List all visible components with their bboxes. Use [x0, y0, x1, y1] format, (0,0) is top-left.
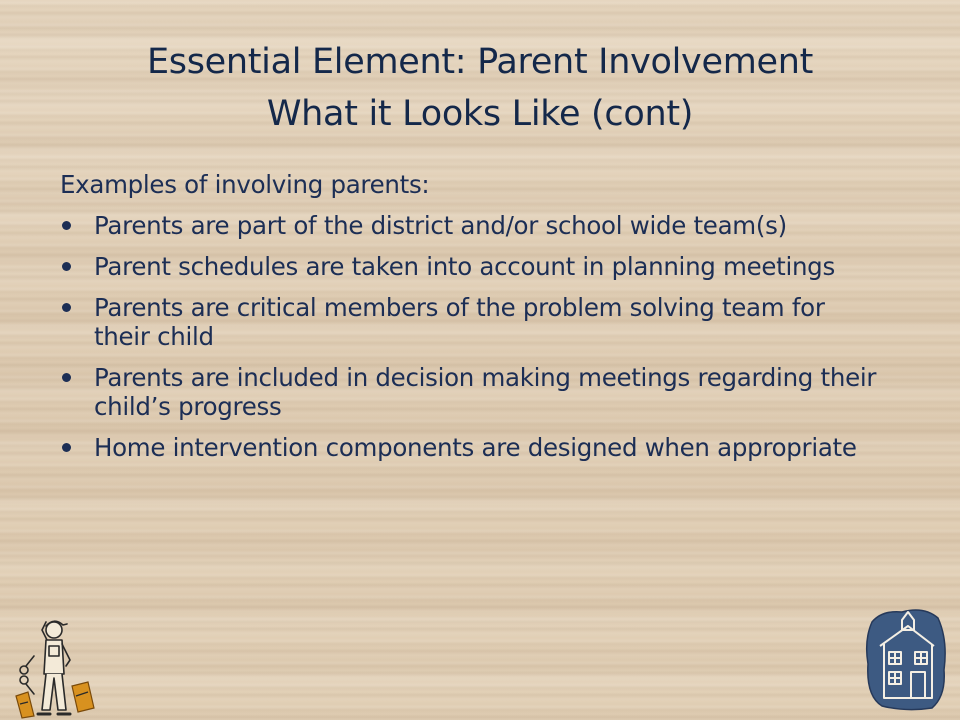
bullet-dot-icon: [62, 221, 71, 230]
bullet-list: [60, 211, 880, 462]
slide-body: [60, 170, 880, 474]
bullet-item: [60, 293, 880, 351]
bullet-dot-icon: [62, 303, 71, 312]
title-line-2: What it Looks Like (cont): [266, 94, 694, 134]
bullet-item: [60, 433, 880, 462]
bullet-dot-icon: [62, 443, 71, 452]
bullet-dot-icon: [62, 373, 71, 382]
bullet-text: Parents are part of the district and/or school wide team(s): [94, 211, 787, 240]
intro-text: Examples of involving parents:: [60, 170, 430, 199]
bullet-text: Parent schedules are taken into account in planning meetings: [94, 252, 835, 281]
bullet-dot-icon: [62, 262, 71, 271]
slide-title: [40, 36, 920, 140]
schoolhouse-icon: [862, 600, 948, 712]
bullet-text: Parents are critical members of the problem solving team for their child: [94, 293, 825, 351]
bullet-item: [60, 252, 880, 281]
bullet-text: Home intervention components are designed when appropriate: [94, 433, 857, 462]
title-line-1: Essential Element: Parent Involvement: [146, 42, 814, 82]
worker-with-tools-icon: [12, 612, 104, 720]
bullet-item: [60, 363, 880, 421]
bullet-text: Parents are included in decision making meetings regarding their child’s progress: [94, 363, 877, 421]
bullet-item: [60, 211, 880, 240]
